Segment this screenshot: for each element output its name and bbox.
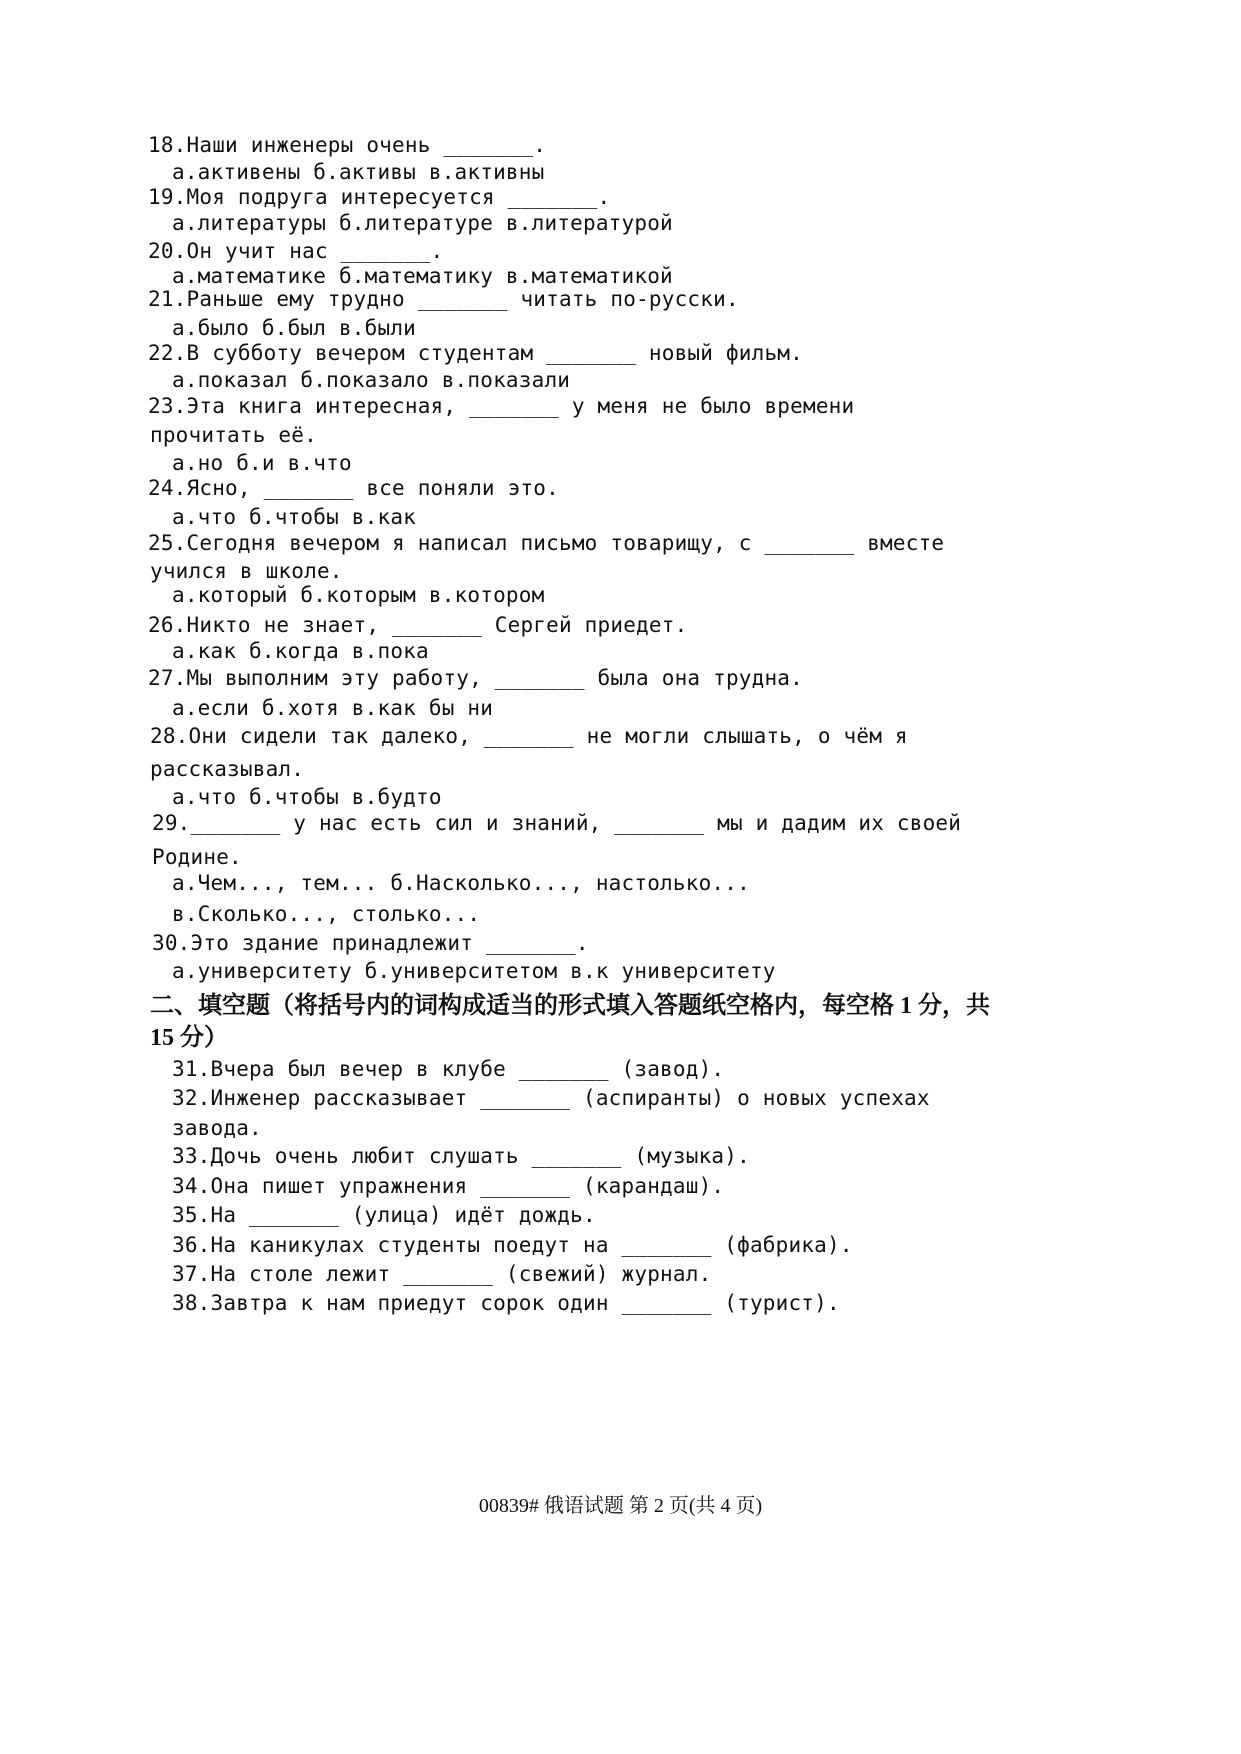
question-30: 30.Это здание принадлежит _______. (152, 931, 589, 955)
question-36: 36.На каникулах студенты поедут на _______ (фабрика). (172, 1233, 853, 1257)
section-2-heading: 二、填空题（将括号内的词构成适当的形式填入答题纸空格内，每空格 1 分，共 (150, 993, 990, 1019)
question-23: 23.Эта книга интересная, _______ у меня не было времени (148, 394, 855, 418)
question-32: 32.Инженер рассказывает _______ (аспиранты) о новых успехах (172, 1086, 930, 1110)
question-37: 37.На столе лежит _______ (свежий) журнал. (172, 1262, 712, 1286)
question-21: 21.Раньше ему трудно _______ читать по-русски. (148, 287, 739, 311)
options-30: а.университету б.университетом в.к университету (172, 959, 776, 983)
question-22: 22.В субботу вечером студентам _______ новый фильм. (148, 341, 803, 365)
question-20: 20.Он учит нас _______. (148, 239, 444, 263)
question-25: 25.Сегодня вечером я написал письмо товарищу, с _______ вместе (148, 531, 945, 555)
question-35: 35.На _______ (улица) идёт дождь. (172, 1203, 596, 1227)
question-23-cont: прочитать её. (150, 423, 317, 447)
page-footer: 00839# 俄语试题 第 2 页(共 4 页) (478, 1495, 763, 1517)
options-28: а.что б.чтобы в.будто (172, 785, 442, 809)
options-22: а.показал б.показало в.показали (172, 368, 571, 392)
question-29-cont: Родине. (152, 845, 242, 869)
options-20: а.математике б.математику в.математикой (172, 264, 673, 288)
options-24: а.что б.чтобы в.как (172, 505, 417, 529)
question-28: 28.Они сидели так далеко, _______ не могли слышать, о чём я (150, 724, 908, 748)
options-29-cont: в.Сколько..., столько... (172, 902, 481, 926)
section-2-heading-cont: 15 分） (150, 1025, 228, 1051)
question-28-cont: рассказывал. (150, 757, 305, 781)
question-26: 26.Никто не знает, _______ Сергей приедет. (148, 613, 688, 637)
question-34: 34.Она пишет упражнения _______ (карандаш). (172, 1174, 725, 1198)
options-23: а.но б.и в.что (172, 451, 352, 475)
options-19: а.литературы б.литературе в.литературой (172, 211, 673, 235)
options-25: а.который б.которым в.котором (172, 583, 545, 607)
question-18: 18.Наши инженеры очень _______. (148, 133, 547, 157)
options-18: а.активены б.активы в.активны (172, 160, 545, 184)
question-24: 24.Ясно, _______ все поняли это. (148, 476, 559, 500)
options-29: а.Чем..., тем... б.Насколько..., настолько... (172, 871, 750, 895)
question-32-cont: завода. (172, 1116, 262, 1140)
question-19: 19.Моя подруга интересуется _______. (148, 185, 611, 209)
options-27: а.если б.хотя в.как бы ни (172, 696, 494, 720)
question-38: 38.Завтра к нам приедут сорок один _______ (турист). (172, 1291, 840, 1315)
question-25-cont: учился в школе. (150, 559, 343, 583)
options-26: а.как б.когда в.пока (172, 639, 429, 663)
options-21: а.было б.был в.были (172, 316, 417, 340)
question-33: 33.Дочь очень любит слушать _______ (музыка). (172, 1144, 750, 1168)
question-31: 31.Вчера был вечер в клубе _______ (завод). (172, 1057, 725, 1081)
question-29: 29._______ у нас есть сил и знаний, _______ мы и дадим их своей (152, 811, 962, 835)
question-27: 27.Мы выполним эту работу, _______ была она трудна. (148, 666, 803, 690)
